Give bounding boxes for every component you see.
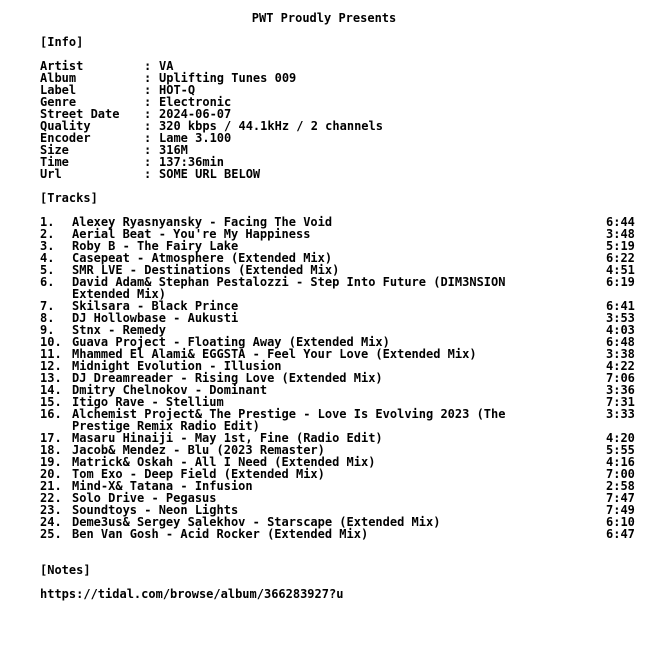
track-number: 17. bbox=[40, 431, 62, 445]
track-duration: 4:51 bbox=[606, 263, 635, 277]
info-separator: : bbox=[144, 71, 152, 85]
track-number: 21. bbox=[40, 479, 62, 493]
track-number: 14. bbox=[40, 383, 62, 397]
track-duration: 4:16 bbox=[606, 455, 635, 469]
track-title: Dmitry Chelnokov - Dominant bbox=[72, 383, 268, 397]
info-key-time: Time bbox=[40, 155, 69, 169]
notes-url-link[interactable]: https://tidal.com/browse/album/366283927?u bbox=[40, 587, 344, 601]
info-value-encoder: Lame 3.100 bbox=[159, 131, 232, 145]
info-separator: : bbox=[144, 83, 152, 97]
track-duration: 6:41 bbox=[606, 299, 635, 313]
track-number: 20. bbox=[40, 467, 62, 481]
track-duration: 4:20 bbox=[606, 431, 635, 445]
track-number: 3. bbox=[40, 239, 55, 253]
info-key-url: Url bbox=[40, 167, 62, 181]
info-value-artist: VA bbox=[159, 59, 174, 73]
track-title: DJ Dreamreader - Rising Love (Extended Mix) bbox=[72, 371, 383, 385]
track-title: Alchemist Project& The Prestige - Love Is Evolving 2023 (The bbox=[72, 407, 506, 421]
track-title: SMR LVE - Destinations (Extended Mix) bbox=[72, 263, 340, 277]
track-title: Stnx - Remedy bbox=[72, 323, 166, 337]
track-number: 5. bbox=[40, 263, 55, 277]
info-key-genre: Genre bbox=[40, 95, 77, 109]
track-title: Alexey Ryasnyansky - Facing The Void bbox=[72, 215, 333, 229]
track-duration: 6:48 bbox=[606, 335, 635, 349]
track-title: Itigo Rave - Stellium bbox=[72, 395, 224, 409]
track-title: Soundtoys - Neon Lights bbox=[72, 503, 239, 517]
track-title: Mhammed El Alami& EGGSTA - Feel Your Love (Extended Mix) bbox=[72, 347, 477, 361]
track-title: DJ Hollowbase - Aukusti bbox=[72, 311, 239, 325]
track-title: Solo Drive - Pegasus bbox=[72, 491, 217, 505]
track-duration: 3:38 bbox=[606, 347, 635, 361]
track-title: Casepeat - Atmosphere (Extended Mix) bbox=[72, 251, 333, 265]
info-value-size: 316M bbox=[159, 143, 188, 157]
track-number: 9. bbox=[40, 323, 55, 337]
info-separator: : bbox=[144, 95, 152, 109]
track-duration: 4:22 bbox=[606, 359, 635, 373]
info-key-street-date: Street Date bbox=[40, 107, 120, 121]
track-duration: 7:49 bbox=[606, 503, 635, 517]
info-key-quality: Quality bbox=[40, 119, 91, 133]
tracks-heading: [Tracks] bbox=[40, 191, 98, 205]
track-title-continuation: Prestige Remix Radio Edit) bbox=[72, 419, 260, 433]
info-key-size: Size bbox=[40, 143, 69, 157]
info-separator: : bbox=[144, 143, 152, 157]
track-duration: 5:55 bbox=[606, 443, 635, 457]
info-key-album: Album bbox=[40, 71, 77, 85]
track-duration: 3:36 bbox=[606, 383, 635, 397]
track-number: 11. bbox=[40, 347, 62, 361]
track-number: 15. bbox=[40, 395, 62, 409]
track-number: 16. bbox=[40, 407, 62, 421]
track-duration: 3:48 bbox=[606, 227, 635, 241]
track-title: Masaru Hinaiji - May 1st, Fine (Radio Edit) bbox=[72, 431, 383, 445]
info-separator: : bbox=[144, 167, 152, 181]
track-number: 10. bbox=[40, 335, 62, 349]
track-number: 13. bbox=[40, 371, 62, 385]
info-key-artist: Artist bbox=[40, 59, 84, 73]
track-number: 2. bbox=[40, 227, 55, 241]
track-number: 7. bbox=[40, 299, 55, 313]
info-value-quality: 320 kbps / 44.1kHz / 2 channels bbox=[159, 119, 383, 133]
track-title: Midnight Evolution - Illusion bbox=[72, 359, 282, 373]
track-number: 8. bbox=[40, 311, 55, 325]
track-duration: 2:58 bbox=[606, 479, 635, 493]
track-number: 22. bbox=[40, 491, 62, 505]
info-separator: : bbox=[144, 59, 152, 73]
document-title: PWT Proudly Presents bbox=[251, 11, 397, 25]
track-title: David Adam& Stephan Pestalozzi - Step Into Future (DIM3NSION bbox=[72, 275, 506, 289]
track-duration: 7:06 bbox=[606, 371, 635, 385]
track-number: 18. bbox=[40, 443, 62, 457]
info-separator: : bbox=[144, 119, 152, 133]
track-title: Mind-X& Tatana - Infusion bbox=[72, 479, 253, 493]
track-duration: 6:22 bbox=[606, 251, 635, 265]
track-duration: 6:44 bbox=[606, 215, 635, 229]
track-number: 19. bbox=[40, 455, 62, 469]
track-title: Tom Exo - Deep Field (Extended Mix) bbox=[72, 467, 325, 481]
track-duration: 3:33 bbox=[606, 407, 635, 421]
track-number: 12. bbox=[40, 359, 62, 373]
track-number: 23. bbox=[40, 503, 62, 517]
info-value-url: SOME URL BELOW bbox=[159, 167, 261, 181]
track-number: 24. bbox=[40, 515, 62, 529]
track-duration: 3:53 bbox=[606, 311, 635, 325]
track-number: 25. bbox=[40, 527, 62, 541]
track-title: Ben Van Gosh - Acid Rocker (Extended Mix) bbox=[72, 527, 369, 541]
info-separator: : bbox=[144, 107, 152, 121]
track-title: Skilsara - Black Prince bbox=[72, 299, 239, 313]
info-value-album: Uplifting Tunes 009 bbox=[159, 71, 297, 85]
track-title-continuation: Extended Mix) bbox=[72, 287, 166, 301]
track-duration: 6:10 bbox=[606, 515, 635, 529]
info-value-time: 137:36min bbox=[159, 155, 225, 169]
notes-heading: [Notes] bbox=[40, 563, 91, 577]
info-value-label: HOT-Q bbox=[159, 83, 196, 97]
info-value-street-date: 2024-06-07 bbox=[159, 107, 232, 121]
info-key-encoder: Encoder bbox=[40, 131, 91, 145]
track-number: 6. bbox=[40, 275, 55, 289]
track-number: 1. bbox=[40, 215, 55, 229]
track-title: Deme3us& Sergey Salekhov - Starscape (Extended Mix) bbox=[72, 515, 441, 529]
track-title: Aerial Beat - You're My Happiness bbox=[72, 227, 311, 241]
track-title: Guava Project - Floating Away (Extended Mix) bbox=[72, 335, 390, 349]
track-duration: 7:47 bbox=[606, 491, 635, 505]
track-title: Jacob& Mendez - Blu (2023 Remaster) bbox=[72, 443, 325, 457]
track-number: 4. bbox=[40, 251, 55, 265]
track-title: Matrick& Oskah - All I Need (Extended Mix) bbox=[72, 455, 376, 469]
info-key-label: Label bbox=[40, 83, 77, 97]
track-title: Roby B - The Fairy Lake bbox=[72, 239, 239, 253]
track-duration: 6:19 bbox=[606, 275, 635, 289]
info-separator: : bbox=[144, 131, 152, 145]
track-duration: 7:00 bbox=[606, 467, 635, 481]
track-duration: 5:19 bbox=[606, 239, 635, 253]
track-duration: 6:47 bbox=[606, 527, 635, 541]
info-value-genre: Electronic bbox=[159, 95, 232, 109]
track-duration: 4:03 bbox=[606, 323, 635, 337]
info-heading: [Info] bbox=[40, 35, 84, 49]
track-duration: 7:31 bbox=[606, 395, 635, 409]
info-separator: : bbox=[144, 155, 152, 169]
